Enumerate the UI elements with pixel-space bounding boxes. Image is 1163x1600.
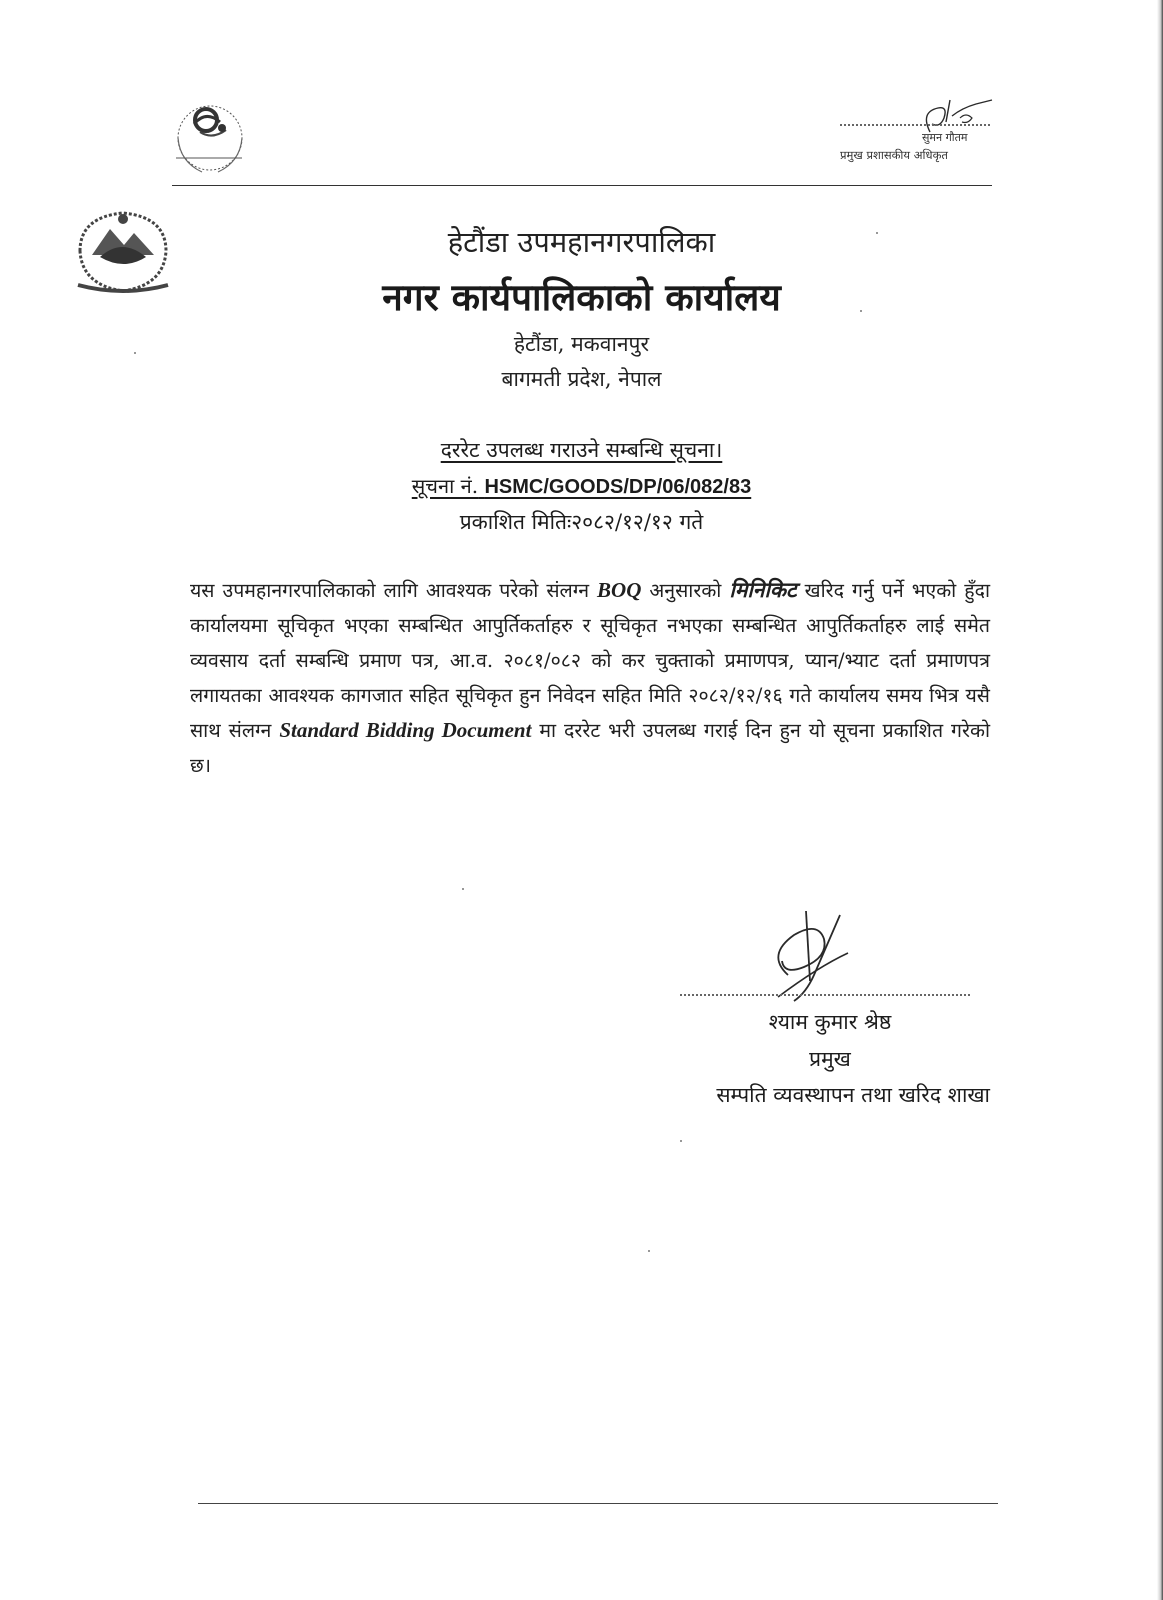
- office-province: बागमती प्रदेश, नेपाल: [501, 367, 662, 391]
- municipality-logo-icon: [170, 98, 250, 180]
- body-segment: यस उपमहानगरपालिकाको लागि आवश्यक परेको संलग्न: [190, 579, 598, 602]
- cao-name: सुमन गौतम: [922, 131, 968, 144]
- signature-line: [680, 994, 970, 996]
- notice-number-label: सूचना नं.: [411, 474, 479, 498]
- cao-title: प्रमुख प्रशासकीय अधिकृत: [840, 148, 948, 162]
- scan-speck: [134, 352, 136, 354]
- office-location: हेटौंडा, मकवानपुर: [513, 332, 650, 356]
- scan-speck: [876, 232, 878, 234]
- cao-block: [840, 90, 1000, 172]
- scan-speck: [648, 1250, 650, 1252]
- office-name: नगर कार्यपालिकाको कार्यालय: [382, 275, 781, 319]
- scan-speck: [860, 310, 862, 312]
- body-segment: अनुसारको: [641, 579, 730, 602]
- footer-rule: [198, 1503, 998, 1504]
- signatory-name: श्याम कुमार श्रेष्ठ: [768, 1010, 892, 1034]
- published-date: प्रकाशित मितिः२०८२/१२/१२ गते: [459, 510, 704, 534]
- body-segment: खरिद गर्नु पर्ने भएको हुँदा कार्यालयमा सूचिकृत भएका सम्बन्धित आपुर्तिकर्ताहरु र सूचिकृत नभएका सम्बन्धित आपुर्तिकर्ताहरु लाई समेत व्यवसाय दर्ता सम्बन्धि प्रमाण पत्र, आ.व. २०८१/०८२ को कर चुक्ताको प्रमाणपत्र, प्यान/भ्याट दर्ता प्रमाणपत्र लगायतका आवश्यक कागजात सहित सूचिकृत हुन निवेदन सहित मिति २०८२/१२/१६ गते कार्यालय समय भित्र यसै साथ संलग्न: [190, 579, 990, 742]
- signatory-department: सम्पति व्यवस्थापन तथा खरिद शाखा: [716, 1083, 990, 1107]
- notice-subject: दररेट उपलब्ध गराउने सम्बन्धि सूचना।: [440, 438, 723, 462]
- signatory-title: प्रमुख: [809, 1047, 851, 1071]
- scan-speck: [680, 1140, 682, 1142]
- notice-number: [0, 472, 1163, 499]
- scan-speck: [462, 888, 464, 890]
- signature-mark: [748, 905, 858, 1005]
- notice-number-value: HSMC/GOODS/DP/06/082/83: [484, 476, 752, 498]
- body-segment: मा दररेट भरी उपलब्ध गराई दिन हुन यो सूचना प्रकाशित गरेको छ।: [190, 719, 991, 777]
- municipality-name: हेटौंडा उपमहानगरपालिका: [447, 225, 716, 259]
- header-rule: [172, 185, 992, 186]
- item-name: मिनिकिट: [729, 578, 797, 602]
- boq-term: BOQ: [597, 578, 642, 602]
- sbd-term: Standard Bidding Document: [279, 718, 532, 742]
- cao-signature-line: [840, 124, 990, 126]
- notice-body: [190, 573, 990, 783]
